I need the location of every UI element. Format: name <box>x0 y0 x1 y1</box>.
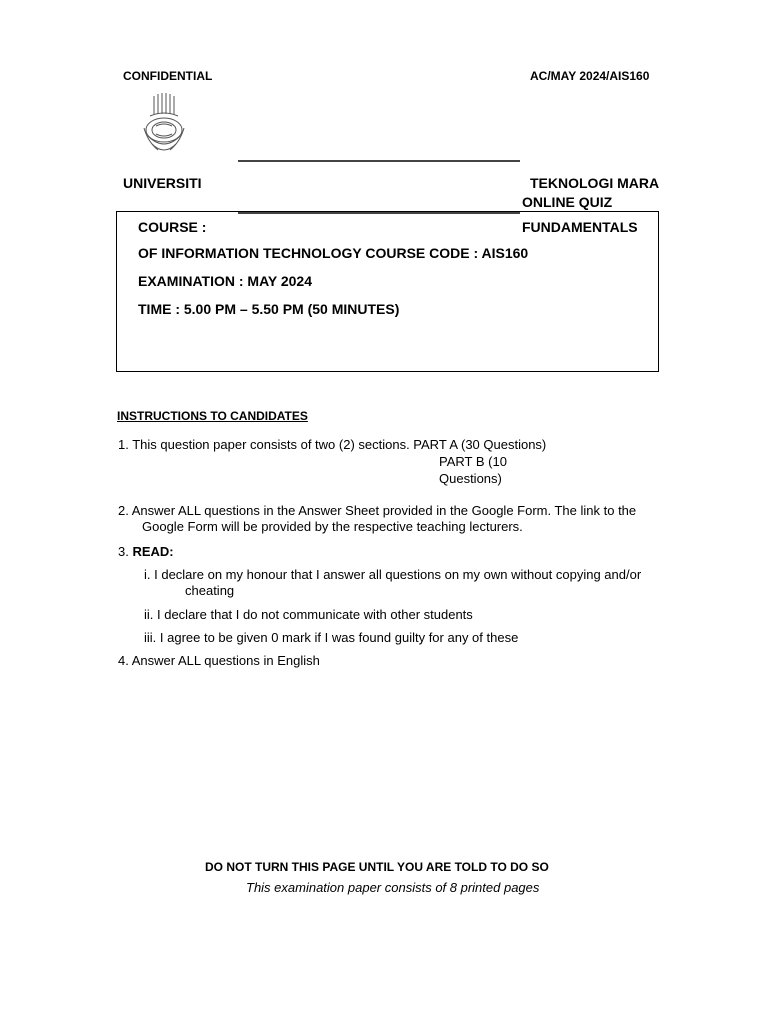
examination-line: EXAMINATION : MAY 2024 <box>138 273 313 289</box>
course-name-right: FUNDAMENTALS <box>522 219 638 235</box>
course-code-line: OF INFORMATION TECHNOLOGY COURSE CODE : AIS160 <box>138 245 529 261</box>
instruction-3 <box>118 544 174 559</box>
printed-pages-note: This examination paper consists of 8 printed pages <box>246 880 540 895</box>
instruction-3-label: READ: <box>132 544 174 559</box>
instruction-3-number: 3. <box>118 544 133 559</box>
instruction-2-line1: 2. Answer ALL questions in the Answer Sheet provided in the Google Form. The link to the <box>118 503 637 518</box>
instruction-4: 4. Answer ALL questions in English <box>118 653 320 668</box>
instructions-heading: INSTRUCTIONS TO CANDIDATES <box>117 409 308 423</box>
time-line: TIME : 5.00 PM – 5.50 PM (50 MINUTES) <box>138 301 400 317</box>
do-not-turn-warning: DO NOT TURN THIS PAGE UNTIL YOU ARE TOLD TO DO SO <box>205 860 549 874</box>
declaration-iii: iii. I agree to be given 0 mark if I was found guilty for any of these <box>144 630 519 645</box>
instruction-1-line1: 1. This question paper consists of two (2) sections. PART A (30 Questions) <box>118 437 547 452</box>
paper-code: AC/MAY 2024/AIS160 <box>530 69 650 83</box>
university-right: TEKNOLOGI MARA <box>530 175 660 191</box>
declaration-ii: ii. I declare that I do not communicate with other students <box>144 607 473 622</box>
divider-line-top <box>238 160 520 162</box>
declaration-i-line2: cheating <box>185 583 235 598</box>
declaration-i-line1: i. I declare on my honour that I answer all questions on my own without copying and/or <box>144 567 642 582</box>
online-quiz-label: ONLINE QUIZ <box>522 194 613 210</box>
confidential-label: CONFIDENTIAL <box>123 69 213 83</box>
course-info-box <box>116 211 659 372</box>
instruction-2-line2: Google Form will be provided by the respective teaching lecturers. <box>142 519 523 534</box>
course-label: COURSE : <box>138 219 207 235</box>
instruction-1-line2: PART B (10 <box>439 454 507 469</box>
instruction-1-line3: Questions) <box>439 471 502 486</box>
uitm-crest-icon <box>140 92 188 162</box>
university-left: UNIVERSITI <box>123 175 202 191</box>
